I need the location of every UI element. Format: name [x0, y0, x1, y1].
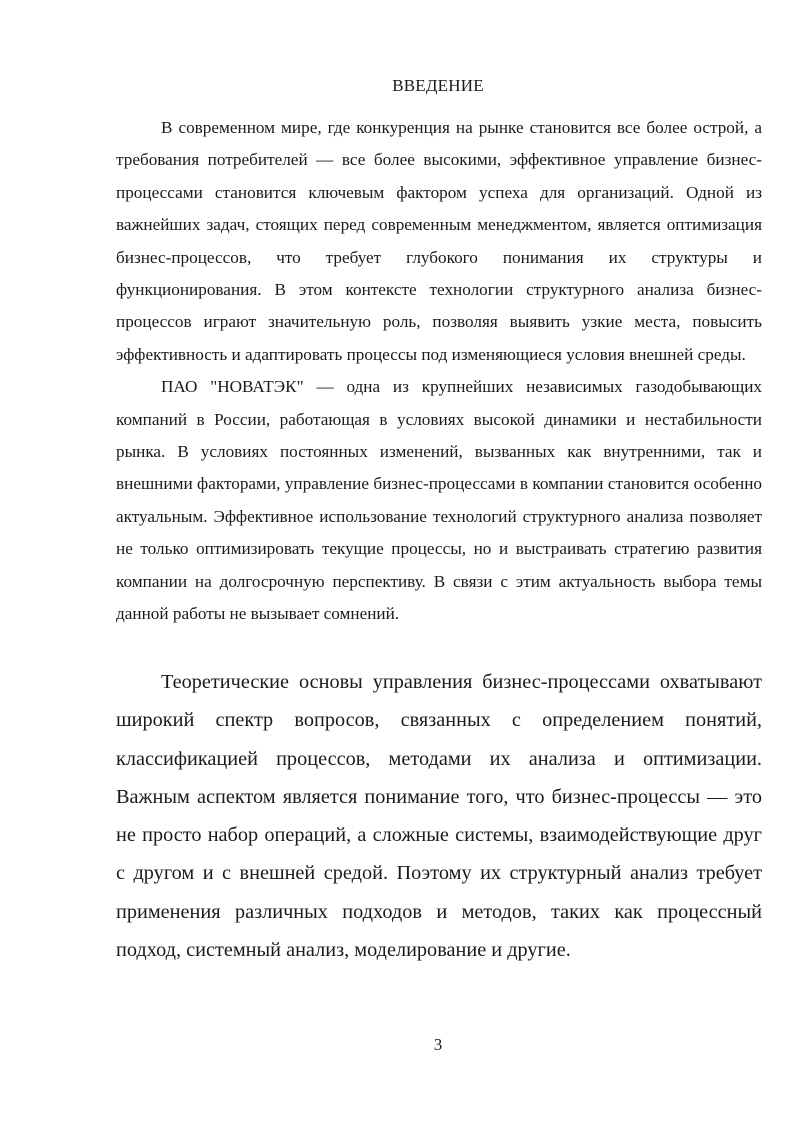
- body-text-block-large: [116, 663, 762, 969]
- body-text-block-small: [116, 112, 762, 631]
- paragraph-1: В современном мире, где конкуренция на рынке становится все более острой, а требования потребителей — все более высокими, эффективное управление бизнес-процессами становится ключевым фактором успеха для организаций. Одной из важнейших задач, стоящих перед современным менеджментом, является оптимизация бизнес-процессов, что требует глубокого понимания их структуры и функционирования. В этом контексте технологии структурного анализа бизнес-процессов играют значительную роль, позволяя выявить узкие места, повысить эффективность и адаптировать процессы под изменяющиеся условия внешней среды.: [116, 118, 762, 364]
- section-title: ВВЕДЕНИЕ: [392, 76, 484, 95]
- paragraph-3: Теоретические основы управления бизнес-процессами охватывают широкий спектр вопросов, связанных с определением понятий, классификацией процессов, методами их анализа и оптимизации. Важным аспектом является понимание того, что бизнес-процессы — это не просто набор операций, а сложные системы, взаимодействующие друг с другом и с внешней средой. Поэтому их структурный анализ требует применения различных подходов и методов, таких как процессный подход, системный анализ, моделирование и другие.: [116, 671, 762, 962]
- page-number: 3: [433, 1035, 443, 1054]
- paragraph-2: ПАО "НОВАТЭК" — одна из крупнейших независимых газодобывающих компаний в России, работающая в условиях высокой динамики и нестабильности рынка. В условиях постоянных изменений, вызванных как внутренними, так и внешними факторами, управление бизнес-процессами в компании становится особенно актуальным. Эффективное использование технологий структурного анализа позволяет не только оптимизировать текущие процессы, но и выстраивать стратегию развития компании на долгосрочную перспективу. В связи с этим актуальность выбора темы данной работы не вызывает сомнений.: [116, 377, 762, 624]
